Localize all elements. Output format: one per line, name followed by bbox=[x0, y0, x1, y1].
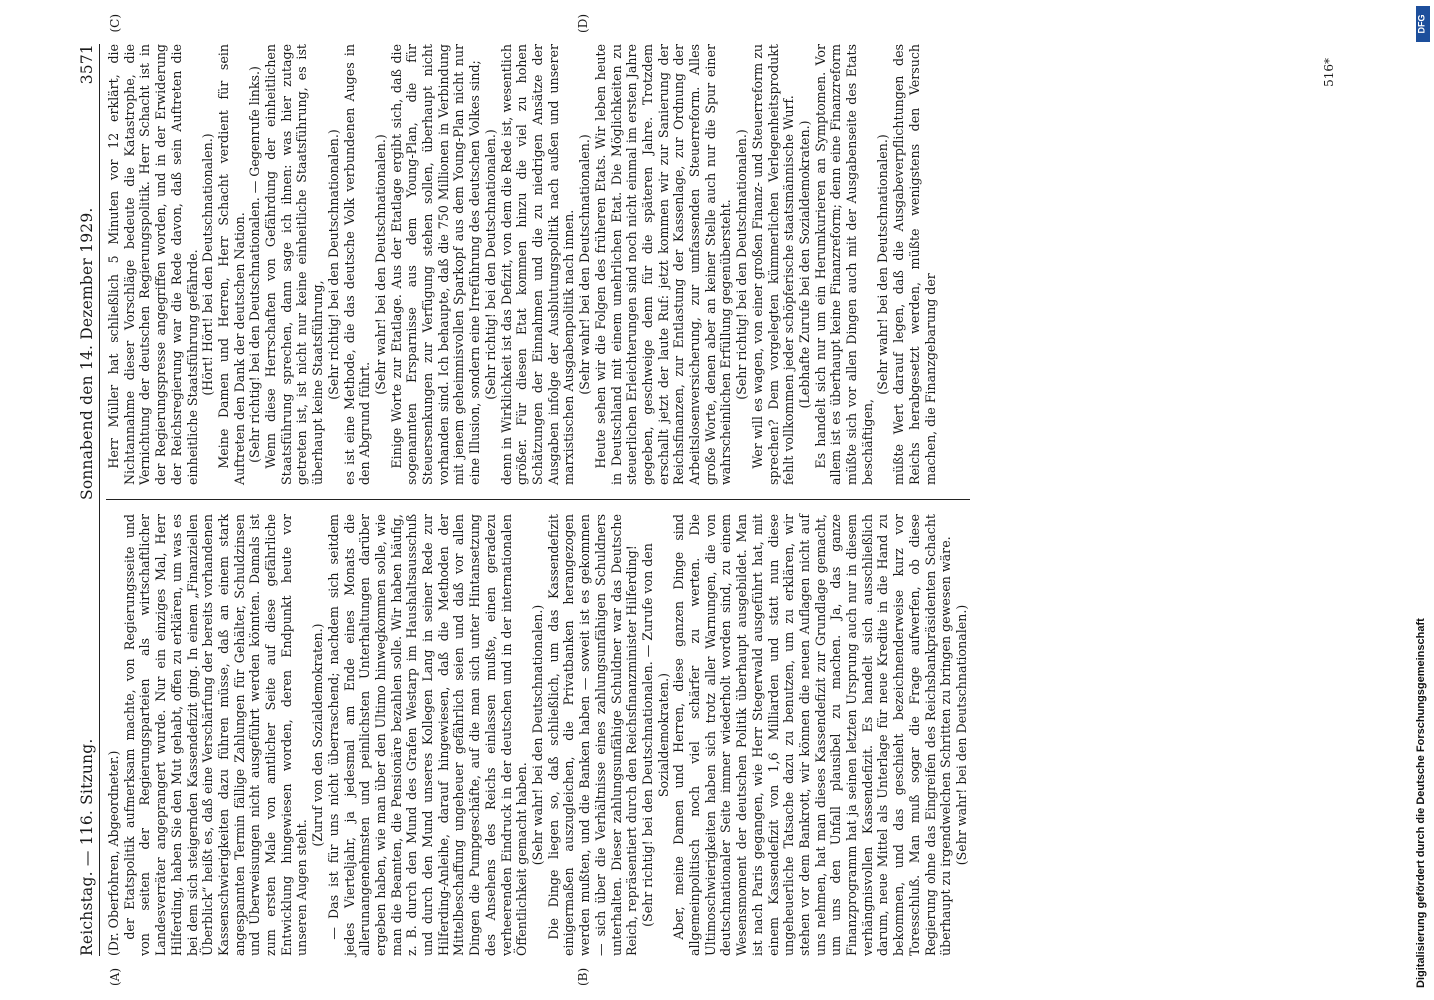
left-paragraph: Die Dinge liegen so, daß schließlich, um das Kassendefizit einigermaßen auszugleichen, die Privatbanken herangezogen werden mußten, und die Banken haben — soweit ist es gekommen — sich über die Verhältnisse eines zahlungsunfähigen Schuldners unterhalten. Dieser zahlungsunfähige Schuldner war das Deutsche Reich, repräsentiert durch den Reichsfinanzminister Hilferding! bbox=[545, 514, 640, 956]
margin-marker-b: (B) bbox=[576, 967, 590, 986]
margin-marker-c: (C) bbox=[108, 14, 122, 33]
right-interjection: (Sehr richtig! bei den Deutschnationalen.) bbox=[734, 129, 750, 400]
dfg-logo bbox=[1416, 6, 1430, 42]
digitization-credit-text: Digitalisierung gefördert durch die Deutsche Forschungsgemeinschaft bbox=[1415, 618, 1427, 988]
right-paragraph: Heute sehen wir die Folgen des früheren Etats. Wir leben heute in Deutschland mit einem unehrlichen Etat. Die Möglichkeiten zu steuerlichen Erleichterungen sind noch nicht einmal im ersten Jahre gegeben, geschweige denn für die späteren Jahre. Trotzdem erschallt jetzt der laute Ruf: jetzt kommen wir zur Sanierung der Reichsfinanzen, zur Entlastung der Kassenlage, zur Ordnung der Arbeitslosenversicherung, zur umfassenden Steuerreform. Alles große Worte, denen aber an keiner Stelle auch nur die Spur einer wahrscheinlichen Erfüllung gegenübersteht. bbox=[592, 44, 734, 485]
right-paragraph: Meine Damen und Herren, Herr Schacht verdient für sein Auftreten den Dank der deutschen Nation. bbox=[215, 44, 247, 485]
dfg-logo-text: DFG bbox=[1416, 14, 1427, 34]
right-paragraph: denn in Wirklichkeit ist das Defizit, von dem die Rede ist, wesentlich größer. Für diesen Etat kommen hinzu die viel zu hohen Schätzungen der Einnahmen und die zu niedrigen Ansätze der Ausgaben infolge der Ausblutungspolitik nach außen und unserer marxistischen Ausgabenpolitik nach innen. bbox=[498, 44, 577, 485]
right-column bbox=[106, 44, 970, 500]
right-interjection: (Sehr richtig! bei den Deutschnationalen. — Gegenrufe links.) bbox=[247, 66, 263, 463]
header-left bbox=[78, 500, 96, 956]
header-date: Sonnabend den 14. Dezember 1929. bbox=[78, 207, 96, 500]
left-paragraph: Aber, meine Damen und Herren, diese ganzen Dinge sind allgemeinpolitisch noch viel schärfer zu werten. Die Ultimoschwierigkeiten haben sich trotz aller Warnungen, die von deutschnationaler Seite immer wiederholt worden sind, zu einem Wesensmoment der deutschen Politik überhaupt ausgebildet. Man ist nach Paris gegangen, wie Herr Stegerwald ausgeführt hat, mit einem Kassendefizit von 1,6 Milliarden und statt nun diese ungeheuerliche Tatsache dazu zu benutzen, um zu erklären, wir stehen vor dem Bankrott, wir können die neuen Auflagen nicht auf uns nehmen, hat man dieses Kassendefizit zur Grundlage gemacht, um uns den Unfall plausibel zu machen. Ja, das ganze Finanzprogramm hat ja seinen letzten Ursprung auch nur in diesem verhängnisvollen Kassendefizit. Es handelt sich ausschließlich darum, neue Mittel als Unterlage für neue Kredite in die Hand zu bekommen, und das geschieht bezeichnenderweise kurz vor Toresschluß. Man muß sogar die Frage aufwerfen, ob diese Regierung ohne das Eingreifen des Reichsbankpräsidenten Schacht überhaupt zu irgendwelchen Schritten zu bringen gewesen wäre. bbox=[671, 514, 954, 956]
left-paragraph: — Das ist für uns nicht überraschend; nachdem sich seitdem jedes Vierteljahr, ja jedesmal am Ende eines Monats die allerunangenehmsten und peinlichsten Unterhaltungen darüber ergeben haben, wie man über den Ultimo hinwegkommen solle, wie man die Beamten, die Pensionäre bezahlen solle. Wir haben häufig, z. B. durch den Mund des Grafen Westarp im Haushaltsausschuß und durch den Mund unseres Kollegen Lang in seiner Rede zur Hilferding-Anleihe, darauf hingewiesen, daß die Methoden der Mittelbeschaffung ungeheuer gefährlich seien und daß vor allen Dingen die Pumpgeschäfte, auf die man sich unter Hintansetzung des Ansehens des Reichs einlassen mußte, einen geradezu verheerenden Eindruck in der deutschen und in der internationalen Öffentlichkeit gemacht haben. bbox=[325, 514, 530, 956]
left-interjection: (Sehr wahr! bei den Deutschnationalen.) bbox=[953, 604, 969, 866]
margin-marker-d: (D) bbox=[576, 14, 590, 33]
left-interjection: (Sehr wahr! bei den Deutschnationalen.) bbox=[529, 604, 545, 866]
header-right bbox=[78, 44, 96, 500]
text-columns bbox=[106, 14, 970, 986]
right-interjection: (Sehr richtig! bei den Deutschnationalen.) bbox=[325, 129, 341, 400]
right-paragraph: Wenn diese Herrschaften von Gefährdung der einheitlichen Staatsführung sprechen, dann sage ich ihnen: was hier zutage getreten ist, ist nicht nur keine einheitliche Staatsführung, es ist überhaupt keine Staatsführung, bbox=[263, 44, 326, 485]
right-interjection: (Lebhafte Zurufe bei den Sozialdemokraten.) bbox=[796, 120, 812, 409]
right-paragraph: müßte Wert darauf legen, daß die Ausgabeverpflichtungen des Reichs herabgesetzt werden, müßte wenigstens den Versuch machen, die Finanzgebarung der bbox=[891, 44, 938, 485]
left-paragraph: (Dr. Oberfohren, Abgeordneter.) bbox=[106, 750, 121, 956]
header-page-number: 3571 bbox=[78, 44, 96, 85]
left-paragraph: der Etatspolitik aufmerksam machte, von Regierungsseite und von seiten der Regierungsparteien als wirtschaftlicher Landesverräter angeprangert wurde. Nur ein einziges Mal, Herr Hilferding, haben Sie den Mut gehabt, offen zu erklären, um was es bei dem sich steigernden Kassendefizit ging. In einem „Finanziellen Überblick“ heißt es, daß eine Verschärfung der bereits vorhandenen Kassenschwierigkeiten dazu führen müsse, daß an einem stark angespannten Termin fällige Zahlungen für Gehälter, Schuldzinsen und Überweisungen nicht ausgeführt werden könnten. Damals ist zum ersten Male von amtlicher Seite auf diese gefährliche Entwicklung hingewiesen worden, deren Endpunkt heute vor unseren Augen steht. bbox=[121, 514, 310, 956]
margin-marker-a: (A) bbox=[108, 967, 122, 986]
page-footer-signature: 516* bbox=[1322, 58, 1336, 87]
right-paragraph: Einige Worte zur Etatlage. Aus der Etatlage ergibt sich, daß die sogenannten Ersparnisse aus dem Young-Plan, die für Steuersenkungen zur Verfügung stehen sollen, überhaupt nicht vorhanden sind. Ich behaupte, daß die 750 Millionen in Verbindung mit jenem geheimnisvollen Sparkopf aus dem Young-Plan nicht nur eine Illusion, sondern eine Irreführung des deutschen Volkes sind; bbox=[388, 44, 483, 485]
right-interjection: (Sehr richtig! bei den Deutschnationalen.) bbox=[482, 129, 498, 400]
right-interjection: (Sehr wahr! bei den Deutschnationalen.) bbox=[577, 134, 593, 395]
right-paragraph: es ist eine Methode, die das deutsche Volk verbundenen Auges in den Abgrund führt. bbox=[341, 44, 373, 485]
right-paragraph: Herr Müller hat schließlich 5 Minuten vor 12 erklärt, die Nichtannahme dieser Vorschläge bedeute die Katastrophe, die Vernichtung der deutschen Regierungspolitik. Herr Schacht ist in der Regierungspresse angegriffen worden, und in der Erwiderung der Reichsregierung war die Rede davon, daß sein Auftreten die einheitliche Staatsführung gefährde. bbox=[106, 44, 200, 485]
left-column bbox=[106, 500, 970, 956]
right-interjection: (Sehr wahr! bei den Deutschnationalen.) bbox=[875, 134, 891, 395]
digitization-credit bbox=[1405, 8, 1434, 998]
right-interjection: (Hört! Hört! bei den Deutschnationalen.) bbox=[200, 133, 216, 396]
left-interjection: (Zuruf von den Sozialdemokraten.) bbox=[310, 623, 326, 847]
header-session: Reichstag. — 116. Sitzung. bbox=[78, 738, 96, 956]
left-interjection: (Sehr richtig! bei den Deutschnationalen. — Zurufe von den Sozialdemokraten.) bbox=[639, 543, 671, 927]
page-header bbox=[78, 44, 100, 956]
right-interjection: (Sehr wahr! bei den Deutschnationalen.) bbox=[372, 134, 388, 395]
right-paragraph: Es handelt sich nur um ein Herumkurieren an Symptomen. Vor allem ist es überhaupt keine Finanzreform; denn eine Finanzreform müßte sich vor allen Dingen auch mit der Ausgabenseite des Etats beschäftigen, bbox=[812, 44, 875, 485]
right-paragraph: Wer will es wagen, von einer großen Finanz- und Steuerreform zu sprechen? Dem vorgelegten kümmerlichen Verlegenheitsprodukt fehlt vollkommen jeder schöpferische staatsmännische Wurf. bbox=[749, 44, 797, 485]
